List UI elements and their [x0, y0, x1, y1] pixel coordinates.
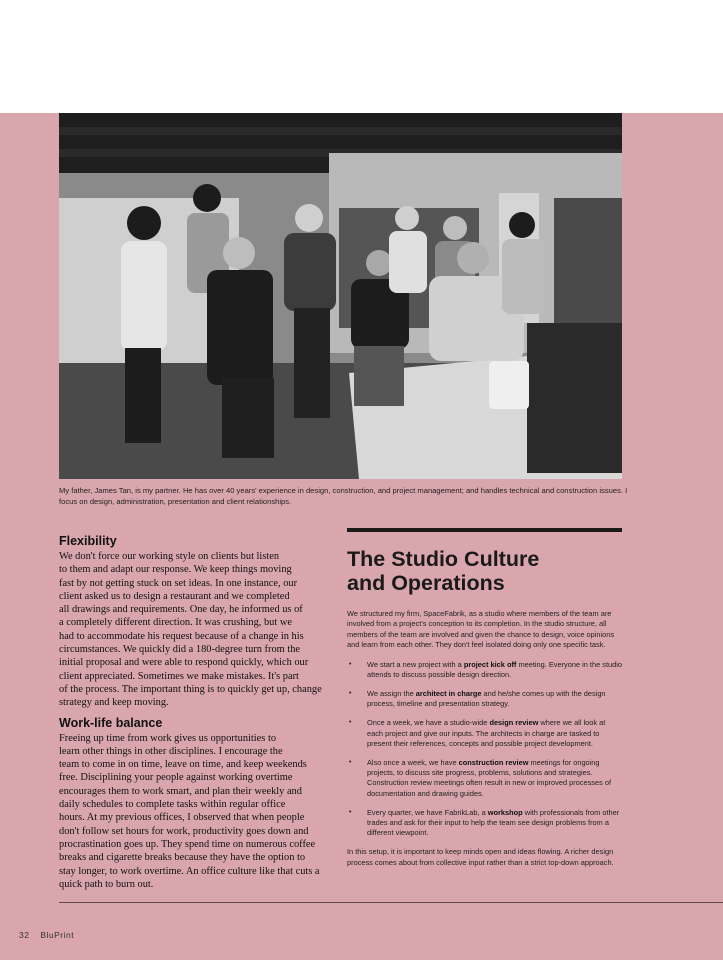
bullet-icon: •	[349, 690, 352, 698]
bullet-icon: •	[349, 808, 352, 816]
list-item: • We assign the architect in charge and he/she comes up with the design process, timeline and presentation strategy.	[349, 689, 606, 709]
work-life-body: Freeing up time from work gives us opportunities to learn other things in other disciplines. I encourage the team to come in on time, leave on time, and keep weekends free. Disciplining your people against working overtime encourages them to work smart, and plan their weekly and daily schedules to complete tasks within regular office hours. At my previous offices, I observed that when people don't follow set hours for work, productivity goes down and procrastination goes up. They spend time on numerous coffee breaks and cigarette breaks because they have the option to stay longer, to work overtime. An office culture like that cuts a quick path to burn out.	[59, 732, 320, 890]
list-item: • We start a new project with a project kick off meeting. Everyone in the studio attends to discuss possible design direction.	[349, 659, 622, 679]
practice-list	[347, 660, 622, 839]
bullet-icon: •	[349, 660, 352, 668]
intro-paragraph: We structured my firm, SpaceFabrik, as a studio where members of the team are involved from a project's conception to its completion. In the studio structure, all members of the team are involved and given the chance to design, voice opinions and learn from each other. They don't feel isolated doing only one specific task.	[347, 609, 615, 650]
page-number: 32	[19, 930, 30, 940]
section-title-line1: The Studio Culture	[347, 547, 540, 571]
bullet-icon: •	[349, 719, 352, 727]
work-life-heading: Work-life balance	[59, 715, 163, 730]
list-item: • Every quarter, we have FabrikLab, a workshop with professionals from other trades and ask for their input to help the team see design problems from a different viewpoint.	[349, 807, 620, 838]
bullet-icon: •	[349, 759, 352, 767]
footer-rule	[59, 902, 723, 903]
section-title-line2: and Operations	[347, 571, 505, 595]
flexibility-heading: Flexibility	[59, 534, 117, 548]
left-column	[59, 533, 341, 891]
photo-caption: My father, James Tan, is my partner. He has over 40 years' experience in design, construction, and project management; and handles technical and construction issues. I focus on design, administration, presentation and client relationships.	[59, 486, 628, 506]
magazine-name: BluPrint	[40, 930, 75, 940]
list-item: • Also once a week, we have construction review meetings for ongoing projects, to discuss site progress, problems, solutions and strategies. Construction review meetings often result in new or improved processes of documentation and drawing guides.	[349, 758, 612, 798]
folio	[19, 930, 74, 940]
team-photo	[59, 113, 622, 479]
section-rule	[347, 528, 622, 532]
list-item: • Once a week, we have a studio-wide design review where we all look at each project and give our inputs. The architects in charge are tasked to present their references, concepts and possible project development.	[349, 718, 606, 748]
section-title	[347, 547, 622, 595]
flexibility-body: We don't force our working style on clients but listen to them and adapt our response. We keep things moving fast by not getting stuck on set ideas. In one instance, our client asked us to design a restaurant and we completed all drawings and requirements. One day, he informed us of a completely different direction. It was crushing, but we had to accommodate his request because of a change in his circumstances. We quickly did a 180-degree turn from the initial proposal and were able to respond quickly, which our client appreciated. Sometimes we make mistakes. It's part of the process. The important thing is to quickly get up, change strategy and keep moving.	[59, 551, 322, 709]
right-column	[347, 528, 622, 868]
team-photo-icon	[59, 113, 622, 479]
closing-paragraph: In this setup, it is important to keep minds open and ideas flowing. A richer design process comes about from collective input rather than a strict top-down approach.	[347, 847, 614, 867]
